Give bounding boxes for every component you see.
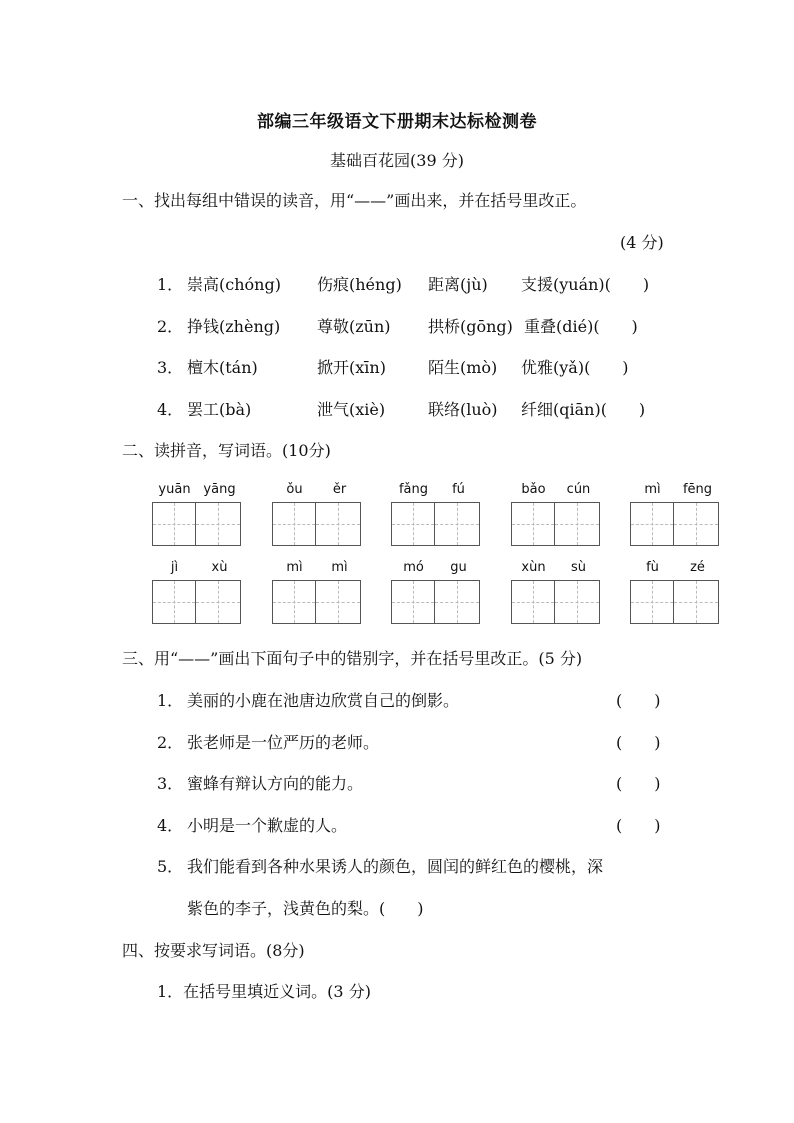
writing-box[interactable] — [316, 580, 361, 624]
q1-row-num: 4． — [157, 400, 184, 419]
writing-box[interactable] — [196, 502, 241, 546]
q3-answer-paren[interactable]: ( ) — [616, 774, 661, 793]
q1-word: 距离(jù) — [428, 275, 488, 294]
q1-word: 挣钱(zhèng) — [187, 317, 281, 336]
writing-box[interactable] — [630, 580, 674, 624]
q1-word-answer[interactable]: 重叠(dié)( ) — [524, 317, 638, 336]
writing-box[interactable] — [555, 580, 600, 624]
writing-box[interactable] — [435, 502, 480, 546]
q4-sub1: 1．在括号里填近义词。(3 分) — [157, 982, 371, 1001]
pinyin-group — [630, 559, 720, 624]
q1-word: 陌生(mò) — [428, 358, 498, 377]
writing-box[interactable] — [391, 580, 435, 624]
pinyin: mì — [286, 560, 303, 575]
pinyin: fǎng — [398, 482, 429, 497]
writing-box[interactable] — [555, 502, 600, 546]
writing-box[interactable] — [511, 502, 555, 546]
pinyin: xùn — [521, 560, 546, 575]
q2-prompt: 二、读拼音，写词语。(10分) — [122, 441, 331, 460]
q3-item-num: 4． — [157, 816, 184, 835]
q1-word: 尊敬(zūn) — [317, 317, 391, 336]
q1-prompt: 一、找出每组中错误的读音，用“——”画出来，并在括号里改正。 — [122, 191, 587, 210]
pinyin-group — [152, 559, 242, 624]
q1-score: (4 分) — [620, 233, 664, 252]
writing-box[interactable] — [435, 580, 480, 624]
q3-item-num: 3． — [157, 774, 184, 793]
writing-box[interactable] — [674, 580, 719, 624]
pinyin: fēng — [682, 482, 713, 497]
q3-item-text: 小明是一个歉虚的人。 — [187, 816, 348, 835]
pinyin-group — [272, 481, 362, 546]
q1-word: 泄气(xiè) — [317, 400, 386, 419]
pinyin: yuān — [158, 482, 191, 497]
pinyin: gu — [450, 560, 467, 575]
pinyin: bǎo — [521, 482, 546, 497]
pinyin-group — [511, 559, 601, 624]
q1-word-answer[interactable]: 优雅(yǎ)( ) — [521, 358, 629, 377]
pinyin: mó — [403, 560, 424, 575]
writing-box[interactable] — [391, 502, 435, 546]
pinyin: xù — [211, 560, 228, 575]
q3-item-text-cont[interactable]: 紫色的李子，浅黄色的梨。( ) — [187, 899, 424, 918]
q1-word-answer[interactable]: 纤细(qiān)( ) — [521, 400, 646, 419]
q1-word: 罢工(bà) — [187, 400, 252, 419]
q1-row-num: 3． — [157, 358, 184, 377]
writing-box[interactable] — [674, 502, 719, 546]
writing-box[interactable] — [152, 580, 196, 624]
writing-box[interactable] — [316, 502, 361, 546]
q3-item-text: 美丽的小鹿在池唐边欣赏自己的倒影。 — [187, 691, 460, 710]
pinyin-group — [391, 559, 481, 624]
pinyin: yāng — [203, 482, 236, 497]
q3-answer-paren[interactable]: ( ) — [616, 816, 661, 835]
section-subtitle: 基础百花园(39 分) — [330, 151, 464, 170]
pinyin: jì — [170, 560, 179, 575]
pinyin-group — [630, 481, 720, 546]
q1-row-num: 2． — [157, 317, 184, 336]
page-title: 部编三年级语文下册期末达标检测卷 — [257, 112, 537, 132]
q1-word: 掀开(xīn) — [317, 358, 386, 377]
pinyin: ěr — [332, 482, 347, 497]
q1-word: 拱桥(gōng) — [428, 317, 513, 336]
q1-row-num: 1． — [157, 275, 184, 294]
pinyin-group — [391, 481, 481, 546]
q1-word-answer[interactable]: 支援(yuán)( ) — [521, 275, 650, 294]
pinyin-group — [272, 559, 362, 624]
pinyin: mì — [331, 560, 348, 575]
q3-item-text: 蜜蜂有辩认方向的能力。 — [187, 774, 364, 793]
writing-box[interactable] — [511, 580, 555, 624]
pinyin: fú — [452, 482, 465, 497]
writing-box[interactable] — [196, 580, 241, 624]
q3-answer-paren[interactable]: ( ) — [616, 691, 661, 710]
pinyin-group — [511, 481, 601, 546]
pinyin: ǒu — [286, 482, 303, 497]
writing-box[interactable] — [272, 502, 316, 546]
writing-box[interactable] — [272, 580, 316, 624]
pinyin: sù — [570, 560, 586, 575]
q3-item-num: 1． — [157, 691, 184, 710]
writing-box[interactable] — [152, 502, 196, 546]
q1-word: 崇高(chóng) — [187, 275, 281, 294]
q3-prompt: 三、用“——”画出下面句子中的错别字，并在括号里改正。(5 分) — [122, 649, 583, 668]
pinyin-group — [152, 481, 242, 546]
q3-item-num: 2． — [157, 733, 184, 752]
q3-item-text: 张老师是一位严历的老师。 — [187, 733, 380, 752]
pinyin: cún — [566, 482, 591, 497]
q1-word: 联络(luò) — [428, 400, 498, 419]
q1-word: 檀木(tán) — [187, 358, 258, 377]
q3-answer-paren[interactable]: ( ) — [616, 733, 661, 752]
q4-prompt: 四、按要求写词语。(8分) — [122, 941, 305, 960]
writing-box[interactable] — [630, 502, 674, 546]
pinyin: fù — [646, 560, 659, 575]
pinyin: zé — [690, 560, 705, 575]
q3-item-num: 5． — [157, 857, 184, 876]
pinyin: mì — [644, 482, 661, 497]
q3-item-text: 我们能看到各种水果诱人的颜色，圆闰的鲜红色的樱桃，深 — [187, 857, 604, 876]
q1-word: 伤痕(héng) — [317, 275, 402, 294]
